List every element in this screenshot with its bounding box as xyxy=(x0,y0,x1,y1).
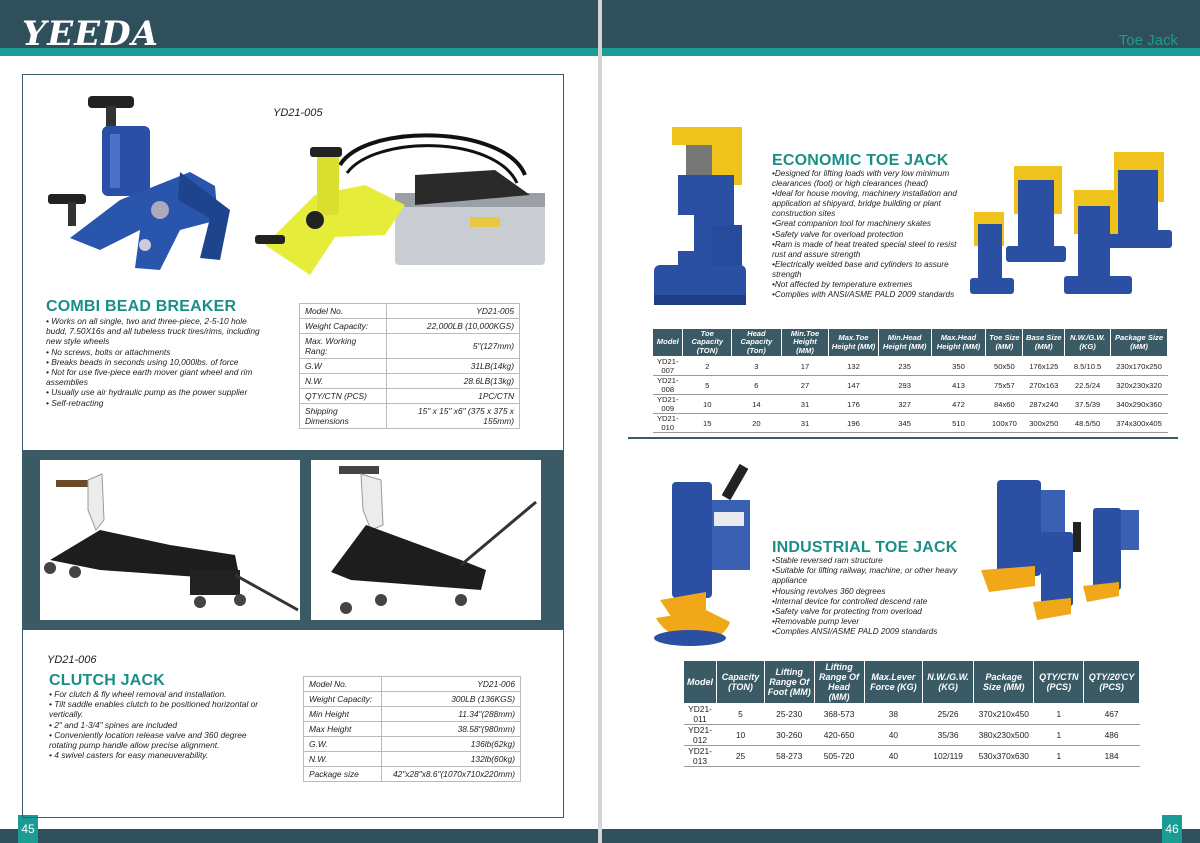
industrial-bullet: appliance xyxy=(772,576,808,586)
col-header: Model xyxy=(653,329,683,357)
table-row xyxy=(684,704,1140,725)
spec-label: Max Height xyxy=(304,722,382,737)
col-header: QTY/20'CY (PCS) xyxy=(1084,661,1140,704)
combi-bead-breaker-image xyxy=(40,90,240,290)
table-cell: 350 xyxy=(931,357,986,376)
table-cell: 176 xyxy=(829,395,878,414)
table-cell: 467 xyxy=(1084,704,1140,725)
table-cell: 420-650 xyxy=(814,725,864,746)
table-cell: 184 xyxy=(1084,746,1140,767)
industrial-bullet: •Stable reversed ram structure xyxy=(772,556,883,565)
combi-bullet: budd, 7.50X16s and all tubeless truck tires/rims, including xyxy=(46,326,260,337)
table-cell: 374x300x405 xyxy=(1111,414,1168,433)
table-row xyxy=(653,395,1168,414)
table-cell: 486 xyxy=(1084,725,1140,746)
table-cell: 37.5/39 xyxy=(1065,395,1111,414)
spec-label: Weight Capacity: xyxy=(304,692,382,707)
table-cell: 5 xyxy=(717,704,765,725)
clutch-bullet: • 4 swivel casters for easy maneuverability. xyxy=(49,750,209,761)
industrial-toe-jack-image xyxy=(652,460,762,650)
table-cell: 287x240 xyxy=(1023,395,1065,414)
clutch-spec-table xyxy=(303,676,521,782)
spec-label: N.W. xyxy=(304,752,382,767)
page-number-left: 45 xyxy=(18,815,38,843)
table-cell: 102/119 xyxy=(923,746,974,767)
spec-label: QTY/CTN (PCS) xyxy=(300,389,387,404)
spec-label: Max. Working Rang: xyxy=(300,334,387,359)
economic-toe-jack-group-image xyxy=(968,150,1180,300)
spec-row xyxy=(300,389,520,404)
spec-value: YD21-006 xyxy=(381,677,520,692)
table-cell: 2 xyxy=(683,357,732,376)
page-spine xyxy=(598,0,602,843)
table-cell: 380x230x500 xyxy=(974,725,1034,746)
footer-bar-right xyxy=(602,829,1200,843)
table-cell: 1 xyxy=(1034,746,1084,767)
col-header: Lifting Range Of Head (MM) xyxy=(814,661,864,704)
section-divider xyxy=(628,437,1178,439)
spec-value: 42"x28"x8.6"(1070x710x220mm) xyxy=(381,767,520,782)
table-row xyxy=(684,746,1140,767)
clutch-bullet: • 2" and 1-3/4" spines are included xyxy=(49,719,178,730)
table-cell: 50x50 xyxy=(986,357,1023,376)
col-header: Max.Head Height (MM) xyxy=(931,329,986,357)
table-cell: 132 xyxy=(829,357,878,376)
table-cell: 31 xyxy=(781,395,829,414)
table-cell: 40 xyxy=(864,725,923,746)
spec-value: YD21-005 xyxy=(386,304,519,319)
col-header: Lifting Range Of Foot (MM) xyxy=(764,661,814,704)
spec-row xyxy=(300,359,520,374)
spec-value: 300LB (136KGS) xyxy=(381,692,520,707)
clutch-bullets xyxy=(49,689,299,760)
spec-value: 31LB(14kg) xyxy=(386,359,519,374)
col-header: Base Size (MM) xyxy=(1023,329,1065,357)
industrial-bullet: •Removable pump lever xyxy=(772,617,860,627)
combi-bullet: • Self-retracting xyxy=(46,397,104,408)
economic-bullet: •Electrically welded base and cylinders to assure xyxy=(772,259,949,269)
table-cell: 510 xyxy=(931,414,986,433)
economic-toe-jack-image xyxy=(650,125,760,315)
economic-bullet: clearances (foot) or high clearances (head) xyxy=(772,179,929,189)
table-cell: YD21-007 xyxy=(653,357,683,376)
table-cell: 6 xyxy=(732,376,782,395)
economic-bullets xyxy=(772,169,972,300)
combi-model-tag: YD21-005 xyxy=(273,107,323,119)
combi-pump-image xyxy=(255,125,555,285)
spec-row xyxy=(300,304,520,319)
economic-bullet: rust and assure strength xyxy=(772,249,861,259)
spec-label: Min Height xyxy=(304,707,382,722)
table-cell: 1 xyxy=(1034,725,1084,746)
clutch-bullet: vertically. xyxy=(49,709,84,720)
clutch-model-tag: YD21-006 xyxy=(47,654,97,666)
industrial-bullet: •Housing revolves 360 degrees xyxy=(772,586,886,596)
industrial-bullet: •Internal device for controlled descend rate xyxy=(772,596,928,606)
industrial-toe-jack-group-image xyxy=(975,470,1160,640)
industrial-table xyxy=(683,660,1140,767)
table-cell: YD21-010 xyxy=(653,414,683,433)
clutch-jack-image-1 xyxy=(40,460,300,620)
table-cell: 3 xyxy=(732,357,782,376)
industrial-title: INDUSTRIAL TOE JACK xyxy=(772,539,958,556)
spec-row xyxy=(304,737,521,752)
table-cell: 58-273 xyxy=(764,746,814,767)
spec-value: 5"(127mm) xyxy=(386,334,519,359)
spec-value: 22,000LB (10,000KGS) xyxy=(386,319,519,334)
clutch-bullet: • Tilt saddle enables clutch to be positioned horizontal or xyxy=(49,699,259,710)
economic-bullet: construction sites xyxy=(772,209,836,219)
economic-bullet: •Complies with ANSI/ASME PALD 2009 standards xyxy=(772,290,955,300)
economic-bullet: •Great companion tool for machinery skates xyxy=(772,219,931,229)
spec-row xyxy=(300,334,520,359)
combi-spec-table xyxy=(299,303,520,429)
table-cell: 38 xyxy=(864,704,923,725)
table-row xyxy=(653,357,1168,376)
col-header: Toe Size (MM) xyxy=(986,329,1023,357)
table-row xyxy=(653,376,1168,395)
spec-label: Weight Capacity: xyxy=(300,319,387,334)
spec-value: 136lb(62kg) xyxy=(381,737,520,752)
spec-value: 38.58"(980mm) xyxy=(381,722,520,737)
table-cell: 14 xyxy=(732,395,782,414)
industrial-bullets xyxy=(772,556,972,638)
combi-bullet: assemblies xyxy=(46,377,88,388)
combi-bullet: • Usually use air hydraulic pump as the power supplier xyxy=(46,387,248,398)
table-cell: 176x125 xyxy=(1023,357,1065,376)
combi-bullet: • No screws, bolts or attachments xyxy=(46,346,171,357)
table-cell: 10 xyxy=(717,725,765,746)
clutch-bullet: rotating pump handle allow precise alignment. xyxy=(49,740,220,751)
table-cell: 270x163 xyxy=(1023,376,1065,395)
col-header: Max.Toe Height (MM) xyxy=(829,329,878,357)
table-cell: YD21-012 xyxy=(684,725,717,746)
table-cell: 27 xyxy=(781,376,829,395)
col-header: N.W./G.W. (KG) xyxy=(1065,329,1111,357)
combi-title: COMBI BEAD BREAKER xyxy=(46,298,237,315)
table-cell: 235 xyxy=(878,357,931,376)
table-cell: 327 xyxy=(878,395,931,414)
table-cell: 84x60 xyxy=(986,395,1023,414)
economic-bullet: •Ideal for house moving, machinery installation and xyxy=(772,189,957,199)
table-cell: 17 xyxy=(781,357,829,376)
economic-bullet: application at shipyard, bridge building or plant xyxy=(772,199,941,209)
spec-value: 28.6LB(13kg) xyxy=(386,374,519,389)
table-cell: 35/36 xyxy=(923,725,974,746)
col-header: Head Capacity (Ton) xyxy=(732,329,782,357)
table-row xyxy=(653,414,1168,433)
combi-bullets xyxy=(46,316,296,408)
spec-value: 11.34"(288mm) xyxy=(381,707,520,722)
combi-bullet: new style wheels xyxy=(46,336,110,347)
table-cell: YD21-009 xyxy=(653,395,683,414)
spec-label: G.W xyxy=(300,359,387,374)
table-cell: 22.5/24 xyxy=(1065,376,1111,395)
brand-logo: YEEDA xyxy=(22,14,159,54)
header-bar-right xyxy=(602,0,1200,48)
clutch-bullet: • For clutch & fly wheel removal and installation. xyxy=(49,689,227,699)
spec-label: Package size xyxy=(304,767,382,782)
col-header: N.W./G.W. (KG) xyxy=(923,661,974,704)
col-header: Min.Toe Height (MM) xyxy=(781,329,829,357)
table-cell: 370x210x450 xyxy=(974,704,1034,725)
table-cell: 413 xyxy=(931,376,986,395)
section-title: Toe Jack xyxy=(1118,32,1178,49)
table-cell: 530x370x630 xyxy=(974,746,1034,767)
table-cell: 147 xyxy=(829,376,878,395)
economic-bullet: •Ram is made of heat treated special steel to resist xyxy=(772,239,957,249)
table-cell: 30-260 xyxy=(764,725,814,746)
table-cell: 8.5/10.5 xyxy=(1065,357,1111,376)
clutch-title: CLUTCH JACK xyxy=(49,672,165,689)
table-cell: 472 xyxy=(931,395,986,414)
table-cell: 25 xyxy=(717,746,765,767)
table-cell: 345 xyxy=(878,414,931,433)
spec-row xyxy=(304,692,521,707)
col-header: Max.Lever Force (KG) xyxy=(864,661,923,704)
spec-value: 132lb(60kg) xyxy=(381,752,520,767)
spec-row xyxy=(304,752,521,767)
combi-bullet: • Not for use five-piece earth mover giant wheel and rim xyxy=(46,367,253,378)
industrial-bullet: •Safety valve for protecting from overload xyxy=(772,607,922,617)
economic-table-header xyxy=(653,329,1168,357)
page-number-right: 46 xyxy=(1162,815,1182,843)
economic-bullet: •Not affected by temperature extremes xyxy=(772,280,913,290)
spec-row xyxy=(300,374,520,389)
header-accent-right xyxy=(602,48,1200,56)
economic-bullet: •Safety valve for overload protection xyxy=(772,229,904,239)
spec-label: Shipping Dimensions xyxy=(300,404,387,429)
table-cell: YD21-013 xyxy=(684,746,717,767)
spec-label: Model No. xyxy=(304,677,382,692)
footer-bar-left xyxy=(0,829,598,843)
table-cell: 10 xyxy=(683,395,732,414)
spec-label: G.W. xyxy=(304,737,382,752)
table-cell: 320x230x320 xyxy=(1111,376,1168,395)
industrial-table-header xyxy=(684,661,1140,704)
table-cell: 293 xyxy=(878,376,931,395)
clutch-bullet: • Conveniently location release valve and 360 degree xyxy=(49,729,247,740)
table-cell: 1 xyxy=(1034,704,1084,725)
combi-bullet: • Breaks beads in seconds using 10,000lbs. of force xyxy=(46,356,239,367)
table-cell: 40 xyxy=(864,746,923,767)
table-row xyxy=(684,725,1140,746)
col-header: Package Size (MM) xyxy=(974,661,1034,704)
spec-label: Model No. xyxy=(300,304,387,319)
spec-row xyxy=(300,319,520,334)
col-header: Min.Head Height (MM) xyxy=(878,329,931,357)
spec-label: N.W. xyxy=(300,374,387,389)
economic-bullet: •Designed for lifting loads with very low minimum xyxy=(772,169,950,178)
table-cell: 75x57 xyxy=(986,376,1023,395)
economic-bullet: strength xyxy=(772,269,802,279)
table-cell: 48.5/50 xyxy=(1065,414,1111,433)
col-header: Capacity (TON) xyxy=(717,661,765,704)
table-cell: 20 xyxy=(732,414,782,433)
col-header: Package Size (MM) xyxy=(1111,329,1168,357)
economic-table xyxy=(652,328,1168,433)
spec-row xyxy=(304,677,521,692)
spec-value: 15" x 15" x6" (375 x 375 x 155mm) xyxy=(386,404,519,429)
table-cell: 368-573 xyxy=(814,704,864,725)
spec-row xyxy=(304,722,521,737)
table-cell: 15 xyxy=(683,414,732,433)
col-header: QTY/CTN (PCS) xyxy=(1034,661,1084,704)
spec-row xyxy=(300,404,520,429)
table-cell: 25-230 xyxy=(764,704,814,725)
table-cell: 340x290x360 xyxy=(1111,395,1168,414)
table-cell: 230x170x250 xyxy=(1111,357,1168,376)
table-cell: 505-720 xyxy=(814,746,864,767)
table-cell: 196 xyxy=(829,414,878,433)
spec-value: 1PC/CTN xyxy=(386,389,519,404)
table-cell: 300x250 xyxy=(1023,414,1065,433)
col-header: Toe Capacity (TON) xyxy=(683,329,732,357)
table-cell: 31 xyxy=(781,414,829,433)
economic-title: ECONOMIC TOE JACK xyxy=(772,152,949,169)
table-cell: YD21-008 xyxy=(653,376,683,395)
spec-row xyxy=(304,707,521,722)
table-cell: 25/26 xyxy=(923,704,974,725)
spec-row xyxy=(304,767,521,782)
clutch-jack-image-2 xyxy=(311,460,541,620)
industrial-bullet: •Suitable for lifting railway, machine, or other heavy xyxy=(772,566,958,576)
industrial-bullet: •Complies ANSI/ASME PALD 2009 standards xyxy=(772,627,938,637)
table-cell: 100x70 xyxy=(986,414,1023,433)
col-header: Model xyxy=(684,661,717,704)
combi-bullet: • Works on all single, two and three-piece, 2-5-10 hole xyxy=(46,316,247,326)
table-cell: YD21-011 xyxy=(684,704,717,725)
table-cell: 5 xyxy=(683,376,732,395)
